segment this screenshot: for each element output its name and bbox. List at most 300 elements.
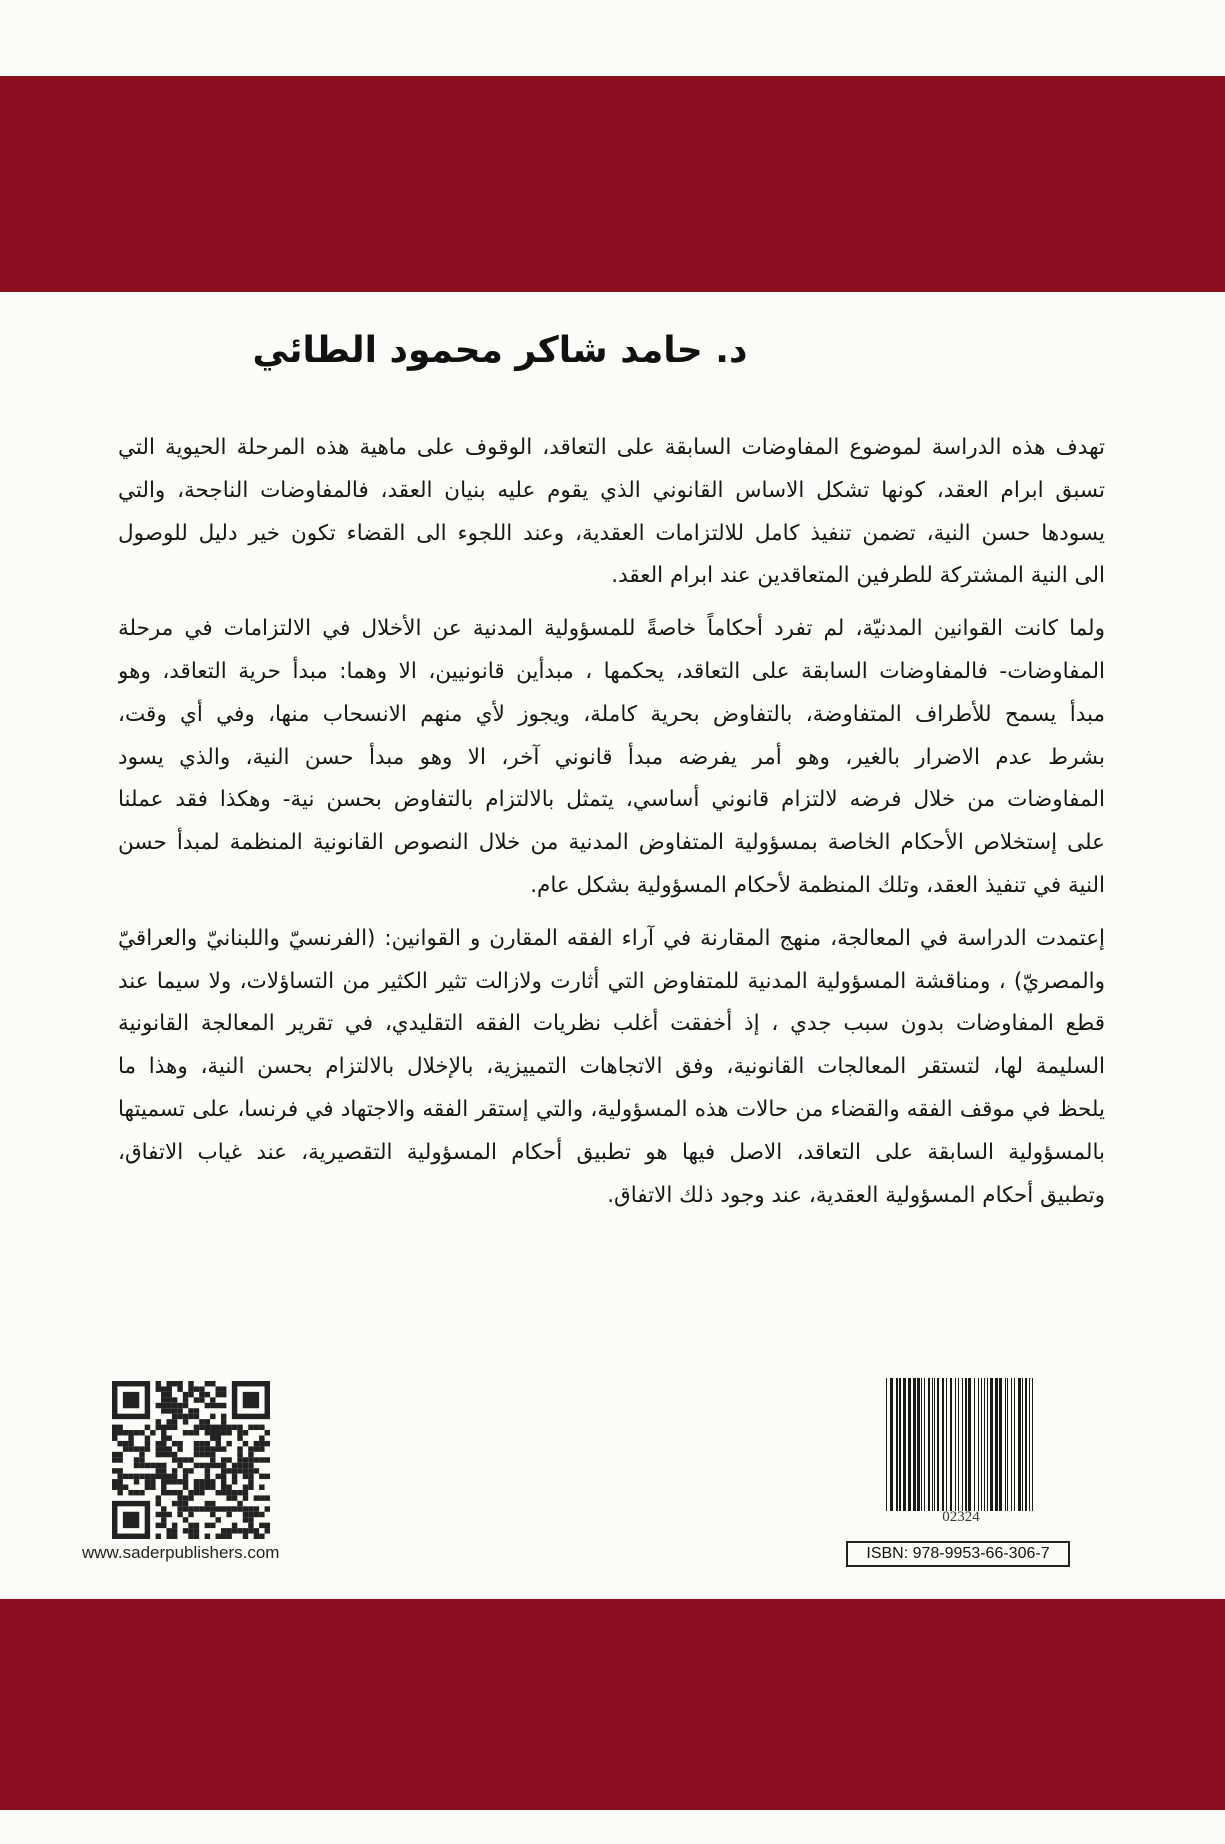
qr-module: [150, 1463, 155, 1468]
qr-module: [183, 1397, 188, 1402]
qr-module: [156, 1474, 161, 1479]
qr-module: [232, 1468, 237, 1473]
qr-module: [243, 1517, 248, 1522]
qr-module: [232, 1523, 237, 1528]
qr-module: [216, 1386, 221, 1391]
qr-module: [232, 1425, 237, 1430]
text-line: إعتمدت الدراسة في المعالجة، منهج المقارنة في آراء الفقه المقارن و القوانين: (الفرنسيّ واللبنانيّ والعراقيّ: [118, 925, 1105, 951]
barcode-bar: [886, 1378, 887, 1511]
qr-module: [248, 1485, 253, 1490]
qr-module: [172, 1403, 177, 1408]
qr-module: [172, 1534, 177, 1539]
qr-module: [183, 1479, 188, 1484]
qr-module: [177, 1386, 182, 1391]
qr-module: [237, 1490, 242, 1495]
qr-module: [145, 1441, 150, 1446]
qr-module: [161, 1506, 166, 1511]
qr-module: [183, 1414, 188, 1419]
qr-module: [139, 1490, 144, 1495]
qr-module: [221, 1457, 226, 1462]
qr-module: [226, 1485, 231, 1490]
qr-module: [248, 1512, 253, 1517]
barcode-bar: [974, 1378, 975, 1511]
qr-module: [166, 1479, 171, 1484]
barcode: [882, 1378, 1040, 1511]
qr-module: [259, 1441, 264, 1446]
text-line: بالمسؤولية السابقة على التعاقد، الاصل فيها هو تطبيق أحكام المسؤولية التقصيرية، عند غياب الاتفاق،: [118, 1139, 1105, 1165]
qr-module: [254, 1468, 259, 1473]
qr-module: [145, 1485, 150, 1490]
barcode-bar: [896, 1378, 898, 1511]
qr-module: [183, 1495, 188, 1500]
qr-module: [139, 1430, 144, 1435]
qr-module: [243, 1534, 248, 1539]
barcode-bar: [928, 1378, 930, 1511]
qr-module: [265, 1441, 270, 1446]
qr-module: [172, 1414, 177, 1419]
qr-module: [265, 1528, 270, 1533]
qr-module: [139, 1457, 144, 1462]
barcode-bar: [958, 1378, 959, 1511]
barcode-bar: [1014, 1378, 1015, 1511]
qr-module: [210, 1425, 215, 1430]
qr-module: [226, 1490, 231, 1495]
qr-module: [221, 1430, 226, 1435]
barcode-bar: [1007, 1378, 1008, 1511]
qr-module: [112, 1425, 117, 1430]
qr-module: [210, 1403, 215, 1408]
qr-code: [112, 1381, 270, 1539]
barcode-bar: [913, 1378, 916, 1511]
qr-module: [221, 1392, 226, 1397]
qr-module: [117, 1490, 122, 1495]
qr-module: [188, 1386, 193, 1391]
qr-module: [172, 1501, 177, 1506]
qr-module: [177, 1441, 182, 1446]
qr-module: [156, 1523, 161, 1528]
qr-module: [248, 1474, 253, 1479]
qr-module: [205, 1506, 210, 1511]
qr-module: [205, 1392, 210, 1397]
qr-module: [210, 1523, 215, 1528]
qr-module: [188, 1528, 193, 1533]
qr-module: [177, 1506, 182, 1511]
qr-module: [210, 1435, 215, 1440]
qr-module: [221, 1468, 226, 1473]
qr-module: [205, 1446, 210, 1451]
qr-module: [166, 1397, 171, 1402]
qr-module: [199, 1392, 204, 1397]
qr-module: [166, 1403, 171, 1408]
qr-module: [134, 1463, 139, 1468]
qr-module: [205, 1403, 210, 1408]
qr-module: [248, 1463, 253, 1468]
blurb-text: [118, 427, 1105, 1227]
qr-module: [226, 1457, 231, 1462]
top-color-band: [0, 76, 1225, 292]
qr-module: [221, 1446, 226, 1451]
qr-module: [243, 1430, 248, 1435]
paragraph: [118, 918, 1105, 1218]
qr-module: [259, 1446, 264, 1451]
qr-module: [183, 1528, 188, 1533]
qr-module: [226, 1528, 231, 1533]
qr-module: [199, 1490, 204, 1495]
qr-module: [117, 1485, 122, 1490]
qr-finder: [123, 1392, 139, 1408]
qr-module: [117, 1474, 122, 1479]
barcode-bar: [932, 1378, 933, 1511]
qr-module: [259, 1523, 264, 1528]
qr-module: [166, 1386, 171, 1391]
barcode-bar: [1018, 1378, 1021, 1511]
qr-module: [248, 1479, 253, 1484]
qr-module: [161, 1452, 166, 1457]
text-line: تسبق ابرام العقد، كونها تشكل الاساس القانوني الذي يقوم عليه بنيان العقد، فالمفاوضات الناجحة، والتي: [118, 477, 1105, 503]
qr-module: [199, 1446, 204, 1451]
qr-module: [128, 1446, 133, 1451]
qr-module: [172, 1425, 177, 1430]
qr-module: [243, 1528, 248, 1533]
qr-module: [237, 1468, 242, 1473]
barcode-bar: [978, 1378, 979, 1511]
text-line: قطع المفاوضات بدون سبب جدي ، إذ أخفقت أغلب نظريات الفقه التقليدي، في تقرير المعالجة القانونية: [118, 1011, 1105, 1037]
qr-module: [194, 1463, 199, 1468]
qr-module: [188, 1490, 193, 1495]
qr-module: [112, 1485, 117, 1490]
qr-module: [172, 1457, 177, 1462]
qr-module: [259, 1485, 264, 1490]
qr-module: [172, 1474, 177, 1479]
qr-module: [232, 1463, 237, 1468]
qr-module: [194, 1506, 199, 1511]
qr-module: [199, 1452, 204, 1457]
qr-module: [117, 1425, 122, 1430]
qr-module: [166, 1490, 171, 1495]
barcode-number: 02324: [942, 1509, 980, 1525]
text-line: تهدف هذه الدراسة لموضوع المفاوضات السابقة على التعاقد، الوقوف على ماهية هذه المرحلة الحيوية التي: [118, 435, 1105, 460]
qr-module: [172, 1452, 177, 1457]
qr-module: [237, 1463, 242, 1468]
barcode-bar: [987, 1378, 988, 1511]
qr-module: [183, 1430, 188, 1435]
qr-module: [161, 1397, 166, 1402]
text-line: المفاوضات- فالمفاوضات السابقة على التعاقد، يحكمها ، مبدأين قانونيين، الا وهما: مبدأ حرية التعاقد، وهو: [118, 658, 1105, 684]
qr-module: [183, 1457, 188, 1462]
qr-module: [259, 1435, 264, 1440]
qr-module: [156, 1495, 161, 1500]
qr-module: [216, 1534, 221, 1539]
qr-module: [205, 1430, 210, 1435]
barcode-bar: [981, 1378, 982, 1511]
barcode-bar: [962, 1378, 963, 1511]
qr-module: [166, 1425, 171, 1430]
qr-module: [161, 1490, 166, 1495]
qr-module: [172, 1523, 177, 1528]
qr-module: [145, 1463, 150, 1468]
qr-module: [243, 1506, 248, 1511]
qr-module: [221, 1419, 226, 1424]
qr-module: [210, 1452, 215, 1457]
barcode-bar: [937, 1378, 939, 1511]
qr-module: [221, 1490, 226, 1495]
qr-module: [156, 1501, 161, 1506]
qr-module: [161, 1523, 166, 1528]
qr-module: [156, 1441, 161, 1446]
qr-module: [194, 1523, 199, 1528]
qr-module: [210, 1463, 215, 1468]
qr-module: [156, 1446, 161, 1451]
qr-module: [161, 1425, 166, 1430]
qr-module: [210, 1430, 215, 1435]
qr-module: [128, 1490, 133, 1495]
barcode-bar: [890, 1378, 893, 1511]
qr-module: [166, 1435, 171, 1440]
qr-module: [237, 1435, 242, 1440]
qr-module: [161, 1435, 166, 1440]
barcode-bar: [1025, 1378, 1027, 1511]
qr-module: [265, 1495, 270, 1500]
qr-module: [232, 1506, 237, 1511]
qr-module: [210, 1485, 215, 1490]
qr-module: [226, 1534, 231, 1539]
qr-finder: [123, 1512, 139, 1528]
qr-module: [172, 1468, 177, 1473]
qr-module: [117, 1452, 122, 1457]
qr-module: [134, 1490, 139, 1495]
barcode-bar: [934, 1378, 935, 1511]
qr-module: [194, 1386, 199, 1391]
qr-module: [172, 1408, 177, 1413]
qr-module: [199, 1485, 204, 1490]
barcode-bar: [908, 1378, 911, 1511]
barcode-bar: [950, 1378, 952, 1511]
qr-module: [145, 1446, 150, 1451]
qr-module: [243, 1468, 248, 1473]
qr-module: [194, 1430, 199, 1435]
qr-module: [112, 1435, 117, 1440]
qr-module: [150, 1474, 155, 1479]
qr-module: [139, 1452, 144, 1457]
qr-module: [199, 1479, 204, 1484]
barcode-bar: [917, 1378, 920, 1511]
qr-module: [194, 1528, 199, 1533]
qr-module: [128, 1435, 133, 1440]
qr-module: [134, 1430, 139, 1435]
barcode-bar: [990, 1378, 993, 1511]
qr-module: [199, 1397, 204, 1402]
qr-module: [226, 1495, 231, 1500]
qr-module: [139, 1446, 144, 1451]
text-line: النية في تنفيذ العقد، وتلك المنظمة لأحكام المسؤولية بشكل عام.: [530, 872, 1105, 898]
qr-module: [248, 1457, 253, 1462]
qr-module: [194, 1414, 199, 1419]
qr-module: [112, 1430, 117, 1435]
qr-module: [194, 1534, 199, 1539]
qr-module: [216, 1403, 221, 1408]
qr-module: [199, 1441, 204, 1446]
qr-module: [210, 1457, 215, 1462]
qr-module: [254, 1441, 259, 1446]
qr-module: [254, 1512, 259, 1517]
qr-module: [226, 1468, 231, 1473]
qr-module: [221, 1474, 226, 1479]
qr-module: [128, 1441, 133, 1446]
qr-module: [210, 1479, 215, 1484]
qr-module: [216, 1446, 221, 1451]
qr-module: [232, 1495, 237, 1500]
qr-module: [188, 1414, 193, 1419]
qr-module: [177, 1414, 182, 1419]
barcode-bar: [924, 1378, 925, 1511]
qr-module: [156, 1468, 161, 1473]
publisher-website: www.saderpublishers.com: [82, 1543, 280, 1562]
qr-module: [194, 1485, 199, 1490]
paragraph: [118, 427, 1105, 598]
qr-module: [172, 1479, 177, 1484]
qr-module: [172, 1419, 177, 1424]
qr-module: [265, 1474, 270, 1479]
qr-module: [161, 1512, 166, 1517]
text-line: والمصريّ) ، ومناقشة المسؤولية المدنية للمتفاوض التي أثارت ولازالت تثير الكثير من التساؤلات، ولا سيما عند: [118, 968, 1105, 994]
qr-module: [112, 1452, 117, 1457]
qr-module: [210, 1501, 215, 1506]
qr-module: [183, 1419, 188, 1424]
qr-module: [216, 1435, 221, 1440]
qr-module: [188, 1506, 193, 1511]
qr-module: [210, 1381, 215, 1386]
qr-module: [248, 1528, 253, 1533]
barcode-bar: [899, 1378, 901, 1511]
qr-module: [205, 1534, 210, 1539]
qr-module: [161, 1468, 166, 1473]
qr-module: [248, 1523, 253, 1528]
qr-module: [177, 1512, 182, 1517]
qr-module: [172, 1490, 177, 1495]
qr-module: [161, 1485, 166, 1490]
qr-module: [166, 1419, 171, 1424]
qr-module: [177, 1403, 182, 1408]
qr-module: [221, 1506, 226, 1511]
barcode-bar: [995, 1378, 998, 1511]
qr-module: [216, 1490, 221, 1495]
qr-module: [237, 1430, 242, 1435]
qr-module: [232, 1528, 237, 1533]
qr-module: [216, 1463, 221, 1468]
barcode-bar: [1011, 1378, 1012, 1511]
qr-module: [248, 1517, 253, 1522]
qr-module: [205, 1523, 210, 1528]
qr-module: [248, 1425, 253, 1430]
qr-module: [221, 1414, 226, 1419]
qr-module: [221, 1534, 226, 1539]
text-line: ولما كانت القوانين المدنيّة، لم تفرد أحكاماً خاصةً للمسؤولية المدنية عن الأخلال في الالتزامات في مرحلة: [118, 616, 1105, 642]
qr-module: [205, 1485, 210, 1490]
barcode-bar: [965, 1378, 967, 1511]
qr-module: [161, 1479, 166, 1484]
qr-module: [205, 1381, 210, 1386]
qr-module: [259, 1534, 264, 1539]
qr-module: [117, 1468, 122, 1473]
qr-module: [194, 1425, 199, 1430]
qr-module: [210, 1397, 215, 1402]
barcode-bar: [968, 1378, 971, 1511]
qr-module: [226, 1512, 231, 1517]
qr-module: [210, 1512, 215, 1517]
qr-module: [156, 1381, 161, 1386]
qr-module: [199, 1463, 204, 1468]
qr-module: [161, 1403, 166, 1408]
qr-module: [205, 1452, 210, 1457]
qr-module: [221, 1386, 226, 1391]
qr-module: [150, 1485, 155, 1490]
qr-module: [254, 1528, 259, 1533]
qr-module: [150, 1430, 155, 1435]
qr-module: [237, 1446, 242, 1451]
barcode-bar: [946, 1378, 947, 1511]
qr-module: [161, 1463, 166, 1468]
qr-module: [194, 1490, 199, 1495]
qr-module: [134, 1446, 139, 1451]
qr-module: [177, 1490, 182, 1495]
qr-module: [216, 1425, 221, 1430]
text-line: الى النية المشتركة للطرفين المتعاقدين عند ابرام العقد.: [611, 563, 1105, 589]
qr-module: [254, 1425, 259, 1430]
qr-module: [243, 1495, 248, 1500]
qr-module: [194, 1446, 199, 1451]
paragraph: [118, 608, 1105, 908]
qr-module: [123, 1430, 128, 1435]
qr-module: [243, 1474, 248, 1479]
qr-module: [248, 1506, 253, 1511]
text-line: يسودها حسن النية، تضمن تنفيذ كامل للالتزامات العقدية، وعند اللجوء الى القضاء تكون خير دليل للوصول: [118, 520, 1105, 546]
qr-module: [117, 1441, 122, 1446]
qr-module: [248, 1446, 253, 1451]
barcode-bar: [999, 1378, 1002, 1511]
qr-module: [166, 1528, 171, 1533]
qr-module: [199, 1419, 204, 1424]
qr-module: [172, 1381, 177, 1386]
qr-module: [216, 1474, 221, 1479]
qr-module: [259, 1512, 264, 1517]
text-line: السليمة لها، لتستقر المعالجات القانونية، وفق الاتجاهات التمييزية، بالإخلال بالالتزام بحسن النية، وهذا ما: [118, 1054, 1105, 1080]
qr-module: [205, 1425, 210, 1430]
barcode-bar: [1005, 1378, 1006, 1511]
qr-module: [221, 1485, 226, 1490]
qr-module: [248, 1468, 253, 1473]
qr-module: [205, 1479, 210, 1484]
barcode-bar: [955, 1378, 956, 1511]
qr-module: [161, 1517, 166, 1522]
qr-module: [205, 1474, 210, 1479]
qr-module: [183, 1485, 188, 1490]
qr-module: [172, 1441, 177, 1446]
qr-module: [156, 1403, 161, 1408]
qr-module: [166, 1474, 171, 1479]
qr-module: [177, 1457, 182, 1462]
qr-module: [161, 1430, 166, 1435]
qr-module: [221, 1463, 226, 1468]
qr-module: [183, 1501, 188, 1506]
qr-module: [243, 1441, 248, 1446]
qr-module: [161, 1386, 166, 1391]
qr-module: [205, 1468, 210, 1473]
qr-module: [237, 1457, 242, 1462]
text-line: يلحظ في موقف الفقه والقضاء من حالات هذه المسؤولية، والتي إستقر الفقه والاجتهاد في فرنسا، على تسميتها: [118, 1096, 1105, 1122]
qr-module: [117, 1430, 122, 1435]
qr-module: [166, 1381, 171, 1386]
qr-module: [199, 1386, 204, 1391]
